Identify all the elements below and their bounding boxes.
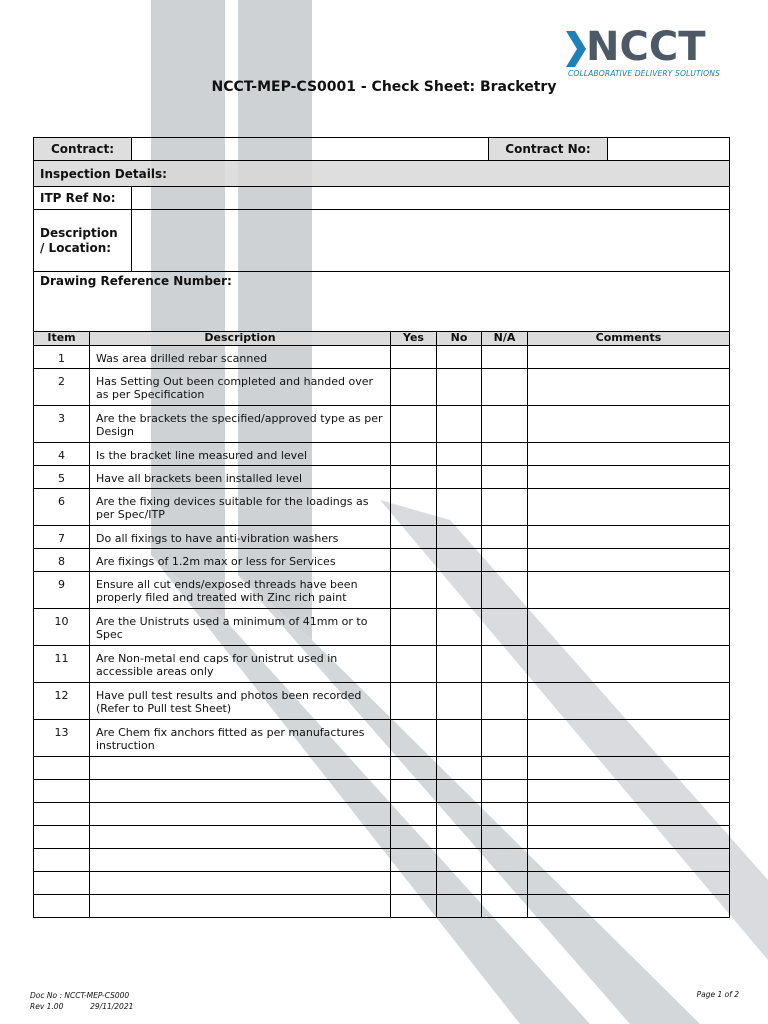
no-cell[interactable] [437, 466, 482, 489]
blank-row [34, 826, 730, 849]
contract-no-label: Contract No: [489, 138, 608, 161]
yes-cell[interactable] [391, 826, 437, 849]
no-cell[interactable] [437, 780, 482, 803]
yes-cell[interactable] [391, 526, 437, 549]
yes-cell[interactable] [391, 780, 437, 803]
table-row [34, 406, 730, 443]
no-cell[interactable] [437, 406, 482, 443]
item-number-cell[interactable] [34, 895, 90, 918]
na-cell[interactable] [482, 466, 528, 489]
item-number: 2 [34, 369, 90, 406]
contract-label: Contract: [34, 138, 132, 161]
comments-cell[interactable] [528, 346, 730, 369]
na-cell[interactable] [482, 757, 528, 780]
na-cell[interactable] [482, 895, 528, 918]
item-description: Have all brackets been installed level [90, 466, 391, 489]
na-cell[interactable] [482, 683, 528, 720]
column-header-item: Item [34, 332, 90, 346]
yes-cell[interactable] [391, 346, 437, 369]
yes-cell[interactable] [391, 895, 437, 918]
no-cell[interactable] [437, 526, 482, 549]
description-cell[interactable] [90, 826, 391, 849]
comments-cell[interactable] [528, 646, 730, 683]
item-number-cell[interactable] [34, 780, 90, 803]
table-row [34, 549, 730, 572]
comments-cell[interactable] [528, 826, 730, 849]
comments-cell[interactable] [528, 849, 730, 872]
comments-cell[interactable] [528, 803, 730, 826]
no-cell[interactable] [437, 443, 482, 466]
blank-row [34, 780, 730, 803]
item-number: 6 [34, 489, 90, 526]
footer-date: 29/11/2021 [90, 1002, 134, 1011]
item-number-cell[interactable] [34, 849, 90, 872]
footer-doc-no: Doc No : NCCT-MEP-CS000 [30, 991, 130, 1000]
contract-no-field[interactable] [608, 138, 730, 161]
drawing-reference-label[interactable]: Drawing Reference Number: [34, 272, 730, 332]
table-row [34, 346, 730, 369]
comments-cell[interactable] [528, 895, 730, 918]
table-row [34, 369, 730, 406]
table-row [34, 526, 730, 549]
description-cell[interactable] [90, 872, 391, 895]
description-cell[interactable] [90, 757, 391, 780]
item-number-cell[interactable] [34, 872, 90, 895]
comments-cell[interactable] [528, 489, 730, 526]
itp-ref-field[interactable] [132, 187, 730, 210]
na-cell[interactable] [482, 826, 528, 849]
blank-row [34, 895, 730, 918]
comments-cell[interactable] [528, 872, 730, 895]
no-cell[interactable] [437, 803, 482, 826]
no-cell[interactable] [437, 489, 482, 526]
comments-cell[interactable] [528, 780, 730, 803]
comments-cell[interactable] [528, 549, 730, 572]
inspection-details-label: Inspection Details: [34, 161, 730, 187]
description-cell[interactable] [90, 803, 391, 826]
yes-cell[interactable] [391, 646, 437, 683]
no-cell[interactable] [437, 369, 482, 406]
no-cell[interactable] [437, 757, 482, 780]
yes-cell[interactable] [391, 443, 437, 466]
na-cell[interactable] [482, 549, 528, 572]
na-cell[interactable] [482, 780, 528, 803]
no-cell[interactable] [437, 549, 482, 572]
item-number: 5 [34, 466, 90, 489]
item-description: Is the bracket line measured and level [90, 443, 391, 466]
item-number-cell[interactable] [34, 803, 90, 826]
yes-cell[interactable] [391, 757, 437, 780]
no-cell[interactable] [437, 609, 482, 646]
item-number: 3 [34, 406, 90, 443]
comments-cell[interactable] [528, 757, 730, 780]
yes-cell[interactable] [391, 720, 437, 757]
footer-doc-info [30, 990, 133, 1012]
page-title: NCCT-MEP-CS0001 - Check Sheet: Bracketry [211, 79, 557, 95]
na-cell[interactable] [482, 609, 528, 646]
item-number: 10 [34, 609, 90, 646]
itp-ref-label: ITP Ref No: [34, 187, 132, 210]
blank-row [34, 757, 730, 780]
blank-row [34, 872, 730, 895]
comments-cell[interactable] [528, 466, 730, 489]
yes-cell[interactable] [391, 683, 437, 720]
na-cell[interactable] [482, 443, 528, 466]
yes-cell[interactable] [391, 609, 437, 646]
description-cell[interactable] [90, 849, 391, 872]
no-cell[interactable] [437, 872, 482, 895]
na-cell[interactable] [482, 720, 528, 757]
yes-cell[interactable] [391, 466, 437, 489]
logo-wordmark: NCCT [586, 24, 706, 70]
comments-cell[interactable] [528, 720, 730, 757]
footer-revision-line [30, 1001, 133, 1012]
item-number: 13 [34, 720, 90, 757]
no-cell[interactable] [437, 720, 482, 757]
na-cell[interactable] [482, 406, 528, 443]
yes-cell[interactable] [391, 572, 437, 609]
no-cell[interactable] [437, 849, 482, 872]
item-description: Was area drilled rebar scanned [90, 346, 391, 369]
comments-cell[interactable] [528, 609, 730, 646]
table-row [34, 489, 730, 526]
yes-cell[interactable] [391, 803, 437, 826]
item-number: 12 [34, 683, 90, 720]
column-header-description: Description [90, 332, 391, 346]
footer-rev: Rev 1.00 [30, 1002, 64, 1011]
checklist-table [33, 331, 730, 918]
no-cell[interactable] [437, 646, 482, 683]
item-number: 9 [34, 572, 90, 609]
na-cell[interactable] [482, 572, 528, 609]
table-row [34, 609, 730, 646]
item-description: Has Setting Out been completed and handed over as per Specification [90, 369, 391, 406]
table-row [34, 683, 730, 720]
item-description: Are fixings of 1.2m max or less for Services [90, 549, 391, 572]
yes-cell[interactable] [391, 549, 437, 572]
blank-row [34, 803, 730, 826]
item-number: 4 [34, 443, 90, 466]
item-number-cell[interactable] [34, 757, 90, 780]
comments-cell[interactable] [528, 369, 730, 406]
contract-field[interactable] [132, 138, 489, 161]
table-row [34, 720, 730, 757]
na-cell[interactable] [482, 346, 528, 369]
description-location-label: Description / Location: [34, 210, 132, 272]
item-description: Ensure all cut ends/exposed threads have been properly filed and treated with Zinc rich paint [90, 572, 391, 609]
no-cell[interactable] [437, 895, 482, 918]
description-location-field[interactable] [132, 210, 730, 272]
blank-row [34, 849, 730, 872]
na-cell[interactable] [482, 803, 528, 826]
column-header-no: No [437, 332, 482, 346]
yes-cell[interactable] [391, 369, 437, 406]
yes-cell[interactable] [391, 872, 437, 895]
item-description: Are the Unistruts used a minimum of 41mm or to Spec [90, 609, 391, 646]
table-row [34, 443, 730, 466]
comments-cell[interactable] [528, 443, 730, 466]
no-cell[interactable] [437, 826, 482, 849]
na-cell[interactable] [482, 872, 528, 895]
description-cell[interactable] [90, 895, 391, 918]
comments-cell[interactable] [528, 526, 730, 549]
item-description: Are the brackets the specified/approved type as per Design [90, 406, 391, 443]
column-header-comments: Comments [528, 332, 730, 346]
logo-tagline: COLLABORATIVE DELIVERY SOLUTIONS [568, 69, 720, 78]
item-number-cell[interactable] [34, 826, 90, 849]
comments-cell[interactable] [528, 572, 730, 609]
no-cell[interactable] [437, 346, 482, 369]
table-row [34, 466, 730, 489]
na-cell[interactable] [482, 646, 528, 683]
column-header-yes: Yes [391, 332, 437, 346]
item-description: Are Non-metal end caps for unistrut used in accessible areas only [90, 646, 391, 683]
column-header-na: N/A [482, 332, 528, 346]
yes-cell[interactable] [391, 849, 437, 872]
table-row [34, 572, 730, 609]
yes-cell[interactable] [391, 406, 437, 443]
description-cell[interactable] [90, 780, 391, 803]
item-description: Do all fixings to have anti-vibration washers [90, 526, 391, 549]
na-cell[interactable] [482, 526, 528, 549]
yes-cell[interactable] [391, 489, 437, 526]
table-row [34, 646, 730, 683]
item-description: Are the fixing devices suitable for the loadings as per Spec/ITP [90, 489, 391, 526]
comments-cell[interactable] [528, 683, 730, 720]
no-cell[interactable] [437, 683, 482, 720]
chevron-logo-icon [566, 31, 588, 67]
na-cell[interactable] [482, 369, 528, 406]
footer-page-number: Page 1 of 2 [696, 990, 739, 999]
item-number: 11 [34, 646, 90, 683]
item-number: 1 [34, 346, 90, 369]
na-cell[interactable] [482, 849, 528, 872]
item-number: 8 [34, 549, 90, 572]
item-description: Have pull test results and photos been recorded (Refer to Pull test Sheet) [90, 683, 391, 720]
na-cell[interactable] [482, 489, 528, 526]
inspection-header-table [33, 137, 730, 332]
item-description: Are Chem fix anchors fitted as per manufactures instruction [90, 720, 391, 757]
comments-cell[interactable] [528, 406, 730, 443]
item-number: 7 [34, 526, 90, 549]
no-cell[interactable] [437, 572, 482, 609]
ncct-logo [566, 24, 736, 80]
